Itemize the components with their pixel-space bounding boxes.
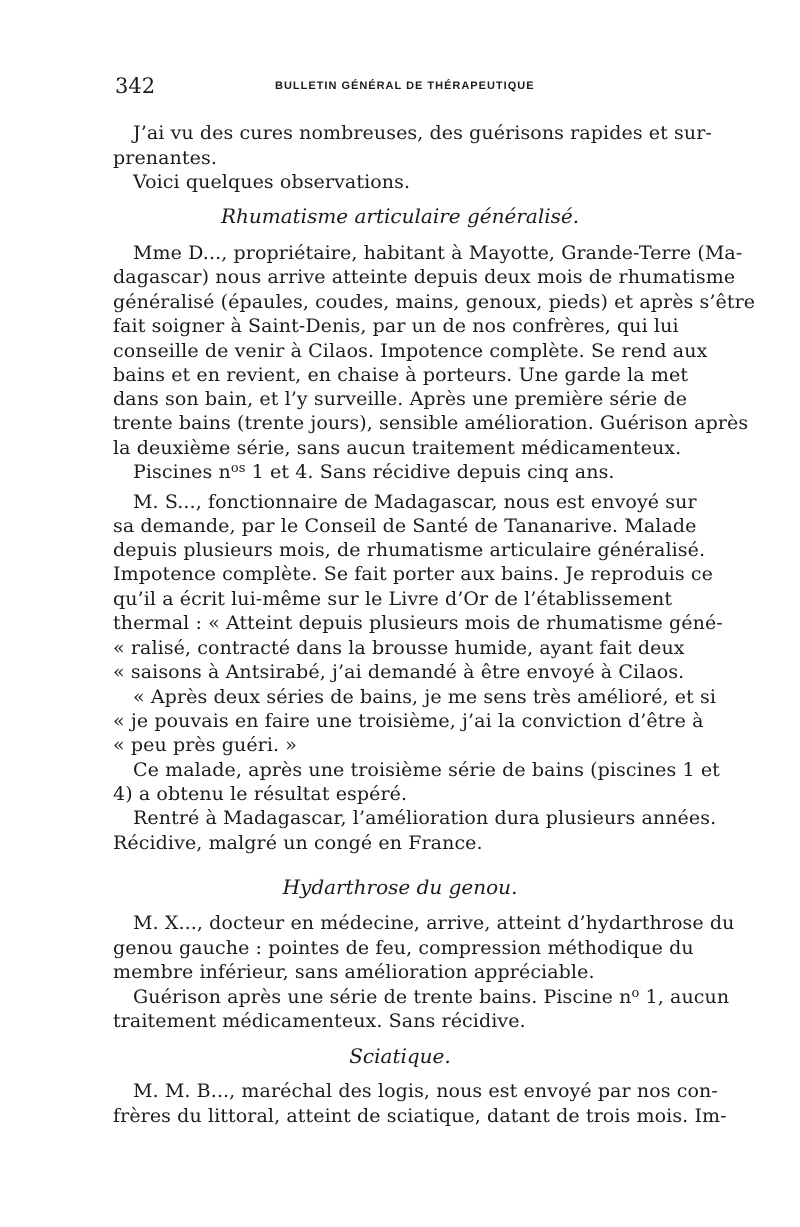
body-line [133,985,729,1012]
body-line: depuis plusieurs mois, de rhumatisme articulaire généralisé. [113,539,706,561]
line-text-continued: 1 et 4. Sans récidive depuis cinq ans. [245,461,615,483]
section-title: Sciatique. [349,1044,451,1068]
body-line: Rentré à Madagascar, l’amélioration dura plusieurs années. [133,807,717,829]
body-line: « ralisé, contracté dans la brousse humide, ayant fait deux [113,637,685,659]
body-line: Impotence complète. Se fait porter aux bains. Je reproduis ce [113,563,713,585]
body-line: sa demande, par le Conseil de Santé de Tananarive. Malade [113,515,697,537]
body-line: dans son bain, et l’y surveille. Après une première série de [113,388,688,410]
body-line: fait soigner à Saint-Denis, par un de nos confrères, qui lui [113,315,679,337]
running-head: BULLETIN GÉNÉRAL DE THÉRAPEUTIQUE [275,80,535,92]
body-line: M. M. B..., maréchal des logis, nous est envoyé par nos con- [133,1080,718,1102]
body-line: dagascar) nous arrive atteinte depuis deux mois de rhumatisme [113,266,736,288]
body-line: trente bains (trente jours), sensible amélioration. Guérison après [113,412,749,434]
body-line: 4) a obtenu le résultat espéré. [113,783,408,805]
body-line: Voici quelques observations. [133,171,411,193]
superscript-text: os [230,461,246,476]
body-line: prenantes. [113,147,217,169]
body-line: M. X..., docteur en médecine, arrive, atteint d’hydarthrose du [133,912,735,934]
superscript-text: o [631,986,640,1001]
page-header [115,72,690,108]
section-title: Rhumatisme articulaire généralisé. [220,204,580,228]
body-line: bains et en revient, en chaise à porteurs. Une garde la met [113,364,689,386]
body-line: thermal : « Atteint depuis plusieurs mois de rhumatisme géné- [113,612,723,634]
body-line: « Après deux séries de bains, je me sens très amélioré, et si [133,686,717,708]
body-line: « peu près guéri. » [113,734,298,756]
body-line: membre inférieur, sans amélioration appréciable. [113,961,595,983]
body-line: Mme D..., propriétaire, habitant à Mayotte, Grande-Terre (Ma- [133,242,743,264]
body-line: « saisons à Antsirabé, j’ai demandé à être envoyé à Cilaos. [113,661,685,683]
body-line: Ce malade, après une troisième série de bains (piscines 1 et [133,759,720,781]
body-line: genou gauche : pointes de feu, compression méthodique du [113,937,694,959]
page-number: 342 [115,74,156,98]
body-line: qu’il a écrit lui-même sur le Livre d’Or de l’établissement [113,588,673,610]
body-line: J’ai vu des cures nombreuses, des guérisons rapides et sur- [133,122,712,144]
body-line: la deuxième série, sans aucun traitement médicamenteux. [113,437,682,459]
body-line: frères du littoral, atteint de sciatique, datant de trois mois. Im- [113,1105,727,1127]
body-line: traitement médicamenteux. Sans récidive. [113,1010,526,1032]
body-line: Récidive, malgré un congé en France. [113,832,483,854]
body-line: « je pouvais en faire une troisième, j’ai la conviction d’être à [113,710,704,732]
body-line [133,460,615,487]
body-line: conseille de venir à Cilaos. Impotence complète. Se rend aux [113,340,708,362]
line-text-continued: 1, aucun [639,986,730,1008]
line-text: Piscines n [133,461,231,483]
line-text: Guérison après une série de trente bains. Piscine n [133,986,632,1008]
body-line: M. S..., fonctionnaire de Madagascar, nous est envoyé sur [133,491,697,513]
body-line: généralisé (épaules, coudes, mains, genoux, pieds) et après s’être [113,291,756,313]
section-title: Hydarthrose du genou. [282,875,518,899]
